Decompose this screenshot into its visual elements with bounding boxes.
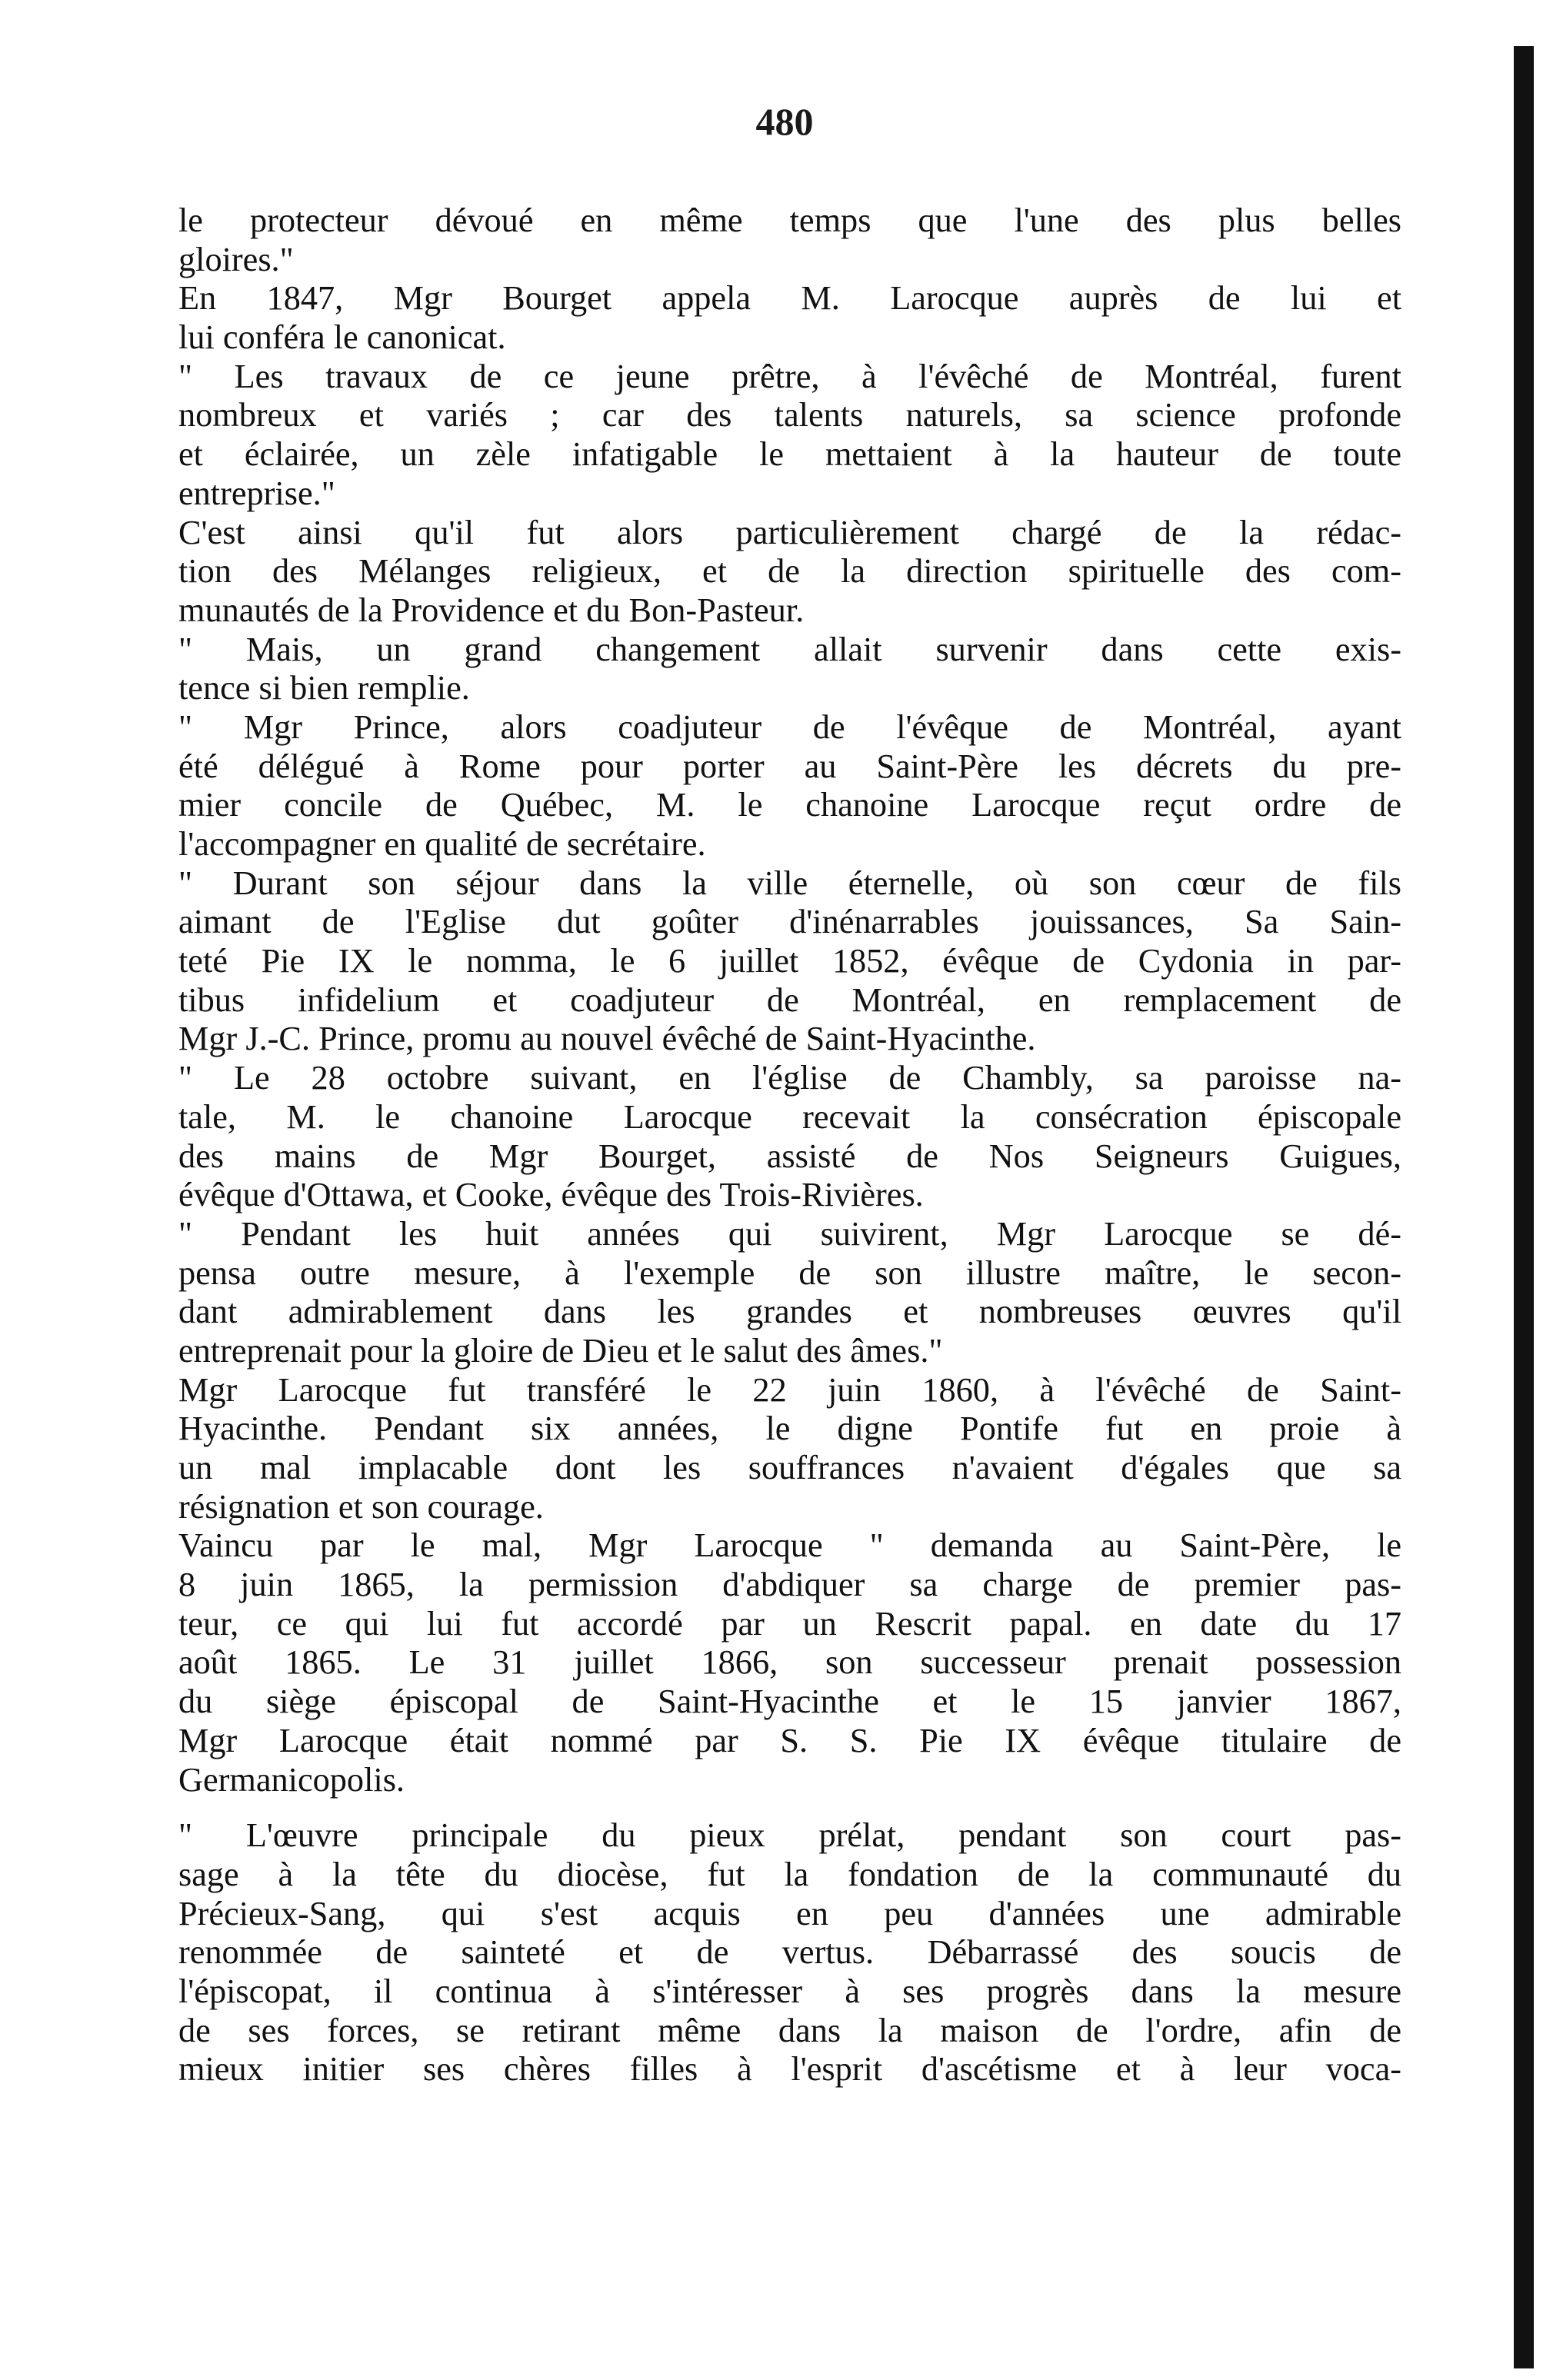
text-line: pensa outre mesure, à l'exemple de son illustre maître, le secon-	[178, 1253, 1401, 1292]
text-line: Précieux-Sang, qui s'est acquis en peu d'années une admirable	[178, 1894, 1401, 1932]
text-line: des mains de Mgr Bourget, assisté de Nos Seigneurs Guigues,	[178, 1137, 1401, 1175]
text-line: nombreux et variés ; car des talents naturels, sa science profonde	[178, 396, 1401, 434]
text-line: l'épiscopat, il continua à s'intéresser à ses progrès dans la mesure	[178, 1972, 1401, 2010]
text-line: du siège épiscopal de Saint-Hyacinthe et le 15 janvier 1867,	[178, 1683, 1401, 1721]
text-line: renommée de sainteté et de vertus. Débarrassé des soucis de	[178, 1933, 1401, 1972]
text-line: Mgr J.-C. Prince, promu au nouvel évêché de Saint-Hyacinthe.	[178, 1020, 1036, 1058]
text-line: le protecteur dévoué en même temps que l'une des plus belles	[178, 201, 1401, 239]
text-line: lui conféra le canonicat.	[178, 318, 506, 357]
body-text	[178, 201, 1401, 2089]
text-line: teté Pie IX le nomma, le 6 juillet 1852, évêque de Cydonia in par-	[178, 942, 1401, 980]
text-line: Mgr Larocque était nommé par S. S. Pie IX évêque titulaire de	[178, 1721, 1401, 1759]
text-line: été délégué à Rome pour porter au Saint-Père les décrets du pre-	[178, 747, 1401, 785]
text-line: " L'œuvre principale du pieux prélat, pendant son court pas-	[178, 1816, 1401, 1855]
text-line: " Mais, un grand changement allait survenir dans cette exis-	[178, 630, 1401, 668]
paragraph-gap	[178, 1799, 1401, 1816]
text-line: tence si bien remplie.	[178, 669, 470, 707]
text-line: mier concile de Québec, M. le chanoine Larocque reçut ordre de	[178, 786, 1401, 824]
text-line: " Durant son séjour dans la ville éternelle, où son cœur de fils	[178, 864, 1401, 902]
text-line: " Les travaux de ce jeune prêtre, à l'évêché de Montréal, furent	[178, 357, 1401, 395]
text-line: un mal implacable dont les souffrances n'avaient d'égales que sa	[178, 1449, 1401, 1486]
text-line: 8 juin 1865, la permission d'abdiquer sa charge de premier pas-	[178, 1566, 1401, 1604]
text-line: gloires."	[178, 240, 294, 278]
text-line: entreprise."	[178, 474, 335, 512]
page-number: 480	[755, 100, 814, 143]
text-line: aimant de l'Eglise dut goûter d'inénarrables jouissances, Sa Sain-	[178, 903, 1401, 941]
text-line: En 1847, Mgr Bourget appela M. Larocque auprès de lui et	[178, 279, 1401, 318]
text-line: Hyacinthe. Pendant six années, le digne Pontife fut en proie à	[178, 1410, 1401, 1448]
text-line: août 1865. Le 31 juillet 1866, son successeur prenait possession	[178, 1643, 1401, 1682]
text-line: Vaincu par le mal, Mgr Larocque " demanda au Saint-Père, le	[178, 1526, 1401, 1565]
text-line: tion des Mélanges religieux, et de la direction spirituelle des com-	[178, 552, 1401, 591]
text-line: " Mgr Prince, alors coadjuteur de l'évêque de Montréal, ayant	[178, 707, 1401, 746]
text-line: " Pendant les huit années qui suivirent, Mgr Larocque se dé-	[178, 1214, 1401, 1253]
text-line: sage à la tête du diocèse, fut la fondation de la communauté du	[178, 1855, 1401, 1893]
text-line: Mgr Larocque fut transféré le 22 juin 1860, à l'évêché de Saint-	[178, 1370, 1401, 1409]
text-line: entreprenait pour la gloire de Dieu et le salut des âmes."	[178, 1331, 943, 1370]
text-line: résignation et son courage.	[178, 1487, 544, 1526]
text-line: " Le 28 octobre suivant, en l'église de Chambly, sa paroisse na-	[178, 1059, 1401, 1097]
text-line: mieux initier ses chères filles à l'esprit d'ascétisme et à leur voca-	[178, 2050, 1401, 2089]
page-edge-shadow	[1514, 46, 1534, 2368]
text-line: C'est ainsi qu'il fut alors particulièrement chargé de la rédac-	[178, 513, 1401, 551]
text-line: tibus infidelium et coadjuteur de Montréal, en remplacement de	[178, 980, 1401, 1019]
text-line: l'accompagner en qualité de secrétaire.	[178, 825, 706, 863]
text-line: évêque d'Ottawa, et Cooke, évêque des Trois-Rivières.	[178, 1176, 924, 1214]
text-line: de ses forces, se retirant même dans la maison de l'ordre, afin de	[178, 2011, 1401, 2049]
text-line: teur, ce qui lui fut accordé par un Rescrit papal. en date du 17	[178, 1604, 1401, 1643]
text-line: tale, M. le chanoine Larocque recevait la consécration épiscopale	[178, 1097, 1401, 1136]
text-line: Germanicopolis.	[178, 1760, 405, 1799]
text-line: et éclairée, un zèle infatigable le mettaient à la hauteur de toute	[178, 435, 1401, 474]
text-line: munautés de la Providence et du Bon-Pasteur.	[178, 591, 805, 629]
text-line: dant admirablement dans les grandes et nombreuses œuvres qu'il	[178, 1293, 1401, 1331]
